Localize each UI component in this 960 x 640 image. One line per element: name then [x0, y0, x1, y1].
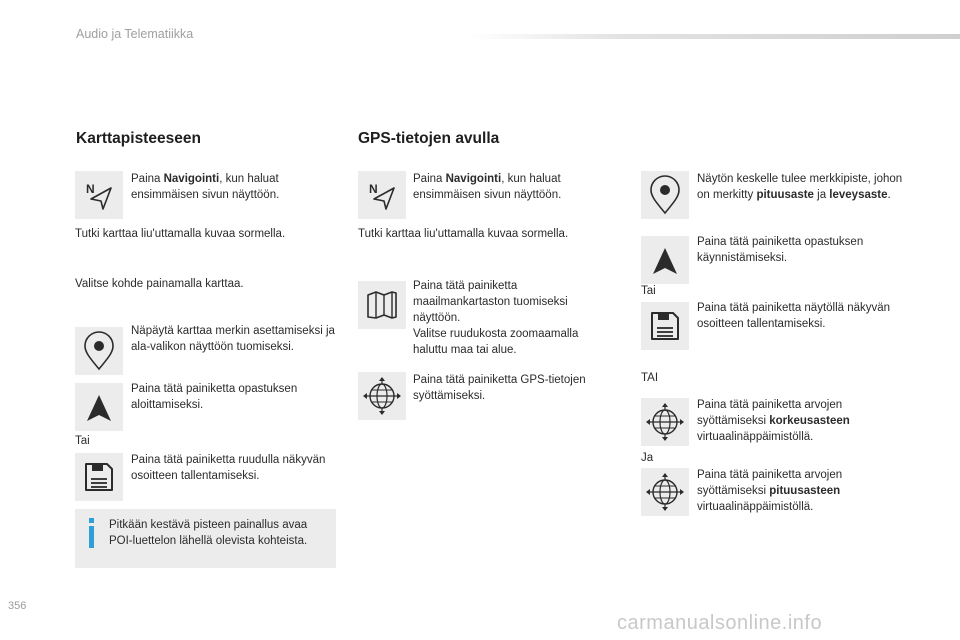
section-title-map-point: Karttapisteeseen [76, 130, 201, 147]
navigation-icon [75, 171, 123, 219]
globe-arrows-icon [641, 398, 689, 446]
running-header: Audio ja Telematiikka [76, 27, 194, 41]
guidance-arrow-icon [641, 236, 689, 284]
longitude-input-button[interactable] [641, 468, 689, 516]
svg-text:N: N [369, 182, 378, 196]
nav-instruction: Paina Navigointi, kun haluat ensimmäisen sivun näyttöön. [131, 173, 280, 201]
map-marker-button[interactable] [75, 327, 123, 375]
map-pin-icon [641, 171, 689, 219]
and-text: Ja [641, 452, 654, 464]
save-floppy-icon [641, 302, 689, 350]
gps-input-button[interactable] [358, 372, 406, 420]
or-text-right: Tai [641, 285, 656, 297]
info-text: Pitkään kestävä pisteen painallus avaa POI-luettelon lähellä olevista kohteista. [109, 519, 308, 547]
save-text-right: Paina tätä painiketta näytöllä näkyvän osoitteen tallentamiseksi. [697, 302, 891, 330]
globe-arrows-icon [358, 372, 406, 420]
start-guidance-button-right[interactable] [641, 236, 689, 284]
folded-map-icon [358, 281, 406, 329]
guidance-arrow-icon [75, 383, 123, 431]
save-floppy-icon [75, 453, 123, 501]
marker-text-right: Näytön keskelle tulee merkkipiste, johon on merkitty pituusaste ja leveysaste. [697, 173, 903, 201]
map-pin-icon [75, 327, 123, 375]
save-text: Paina tätä painiketta ruudulla näkyvän osoitteen tallentamiseksi. [131, 454, 326, 482]
navigation-button-gps[interactable] [358, 171, 406, 219]
info-icon [87, 518, 97, 548]
latitude-text: Paina tätä painiketta arvojen syöttämiseksi korkeusasteen virtuaalinäppäimistöllä. [697, 399, 850, 443]
section-title-gps: GPS-tietojen avulla [358, 130, 500, 147]
start-guidance-button[interactable] [75, 383, 123, 431]
select-destination-text: Valitse kohde painamalla karttaa. [75, 278, 244, 290]
gps-text: Paina tätä painiketta GPS-tietojen syöttämiseksi. [413, 374, 586, 402]
coordinate-marker-button[interactable] [641, 171, 689, 219]
marker-text: Näpäytä karttaa merkin asettamiseksi ja ala-valikon näyttöön tuomiseksi. [131, 325, 335, 353]
latitude-input-button[interactable] [641, 398, 689, 446]
world-map-text: Paina tätä painiketta maailmankartaston tuomiseksi näyttöön. Valitse ruudukosta zoomaamalla haluttu maa tai alue. [413, 280, 579, 356]
save-address-button[interactable] [75, 453, 123, 501]
svg-text:N: N [86, 182, 95, 196]
watermark: carmanualsonline.info [617, 612, 823, 634]
navigation-icon [358, 171, 406, 219]
explore-text: Tutki karttaa liu'uttamalla kuvaa sormella. [75, 228, 286, 240]
guide-text-right: Paina tätä painiketta opastuksen käynnistämiseksi. [697, 236, 864, 264]
save-address-button-right[interactable] [641, 302, 689, 350]
world-map-button[interactable] [358, 281, 406, 329]
longitude-text: Paina tätä painiketta arvojen syöttämiseksi pituusasteen virtuaalinäppäimistöllä. [697, 469, 843, 513]
globe-arrows-icon [641, 468, 689, 516]
page-number: 356 [8, 600, 27, 612]
guide-text: Paina tätä painiketta opastuksen aloittamiseksi. [131, 383, 298, 411]
nav-instruction-gps: Paina Navigointi, kun haluat ensimmäisen sivun näyttöön. [413, 173, 562, 201]
explore-text-gps: Tutki karttaa liu'uttamalla kuvaa sormella. [358, 228, 569, 240]
or-caps-text: TAI [641, 372, 659, 384]
navigation-button[interactable] [75, 171, 123, 219]
header-rule [470, 34, 960, 39]
or-text: Tai [75, 435, 90, 447]
